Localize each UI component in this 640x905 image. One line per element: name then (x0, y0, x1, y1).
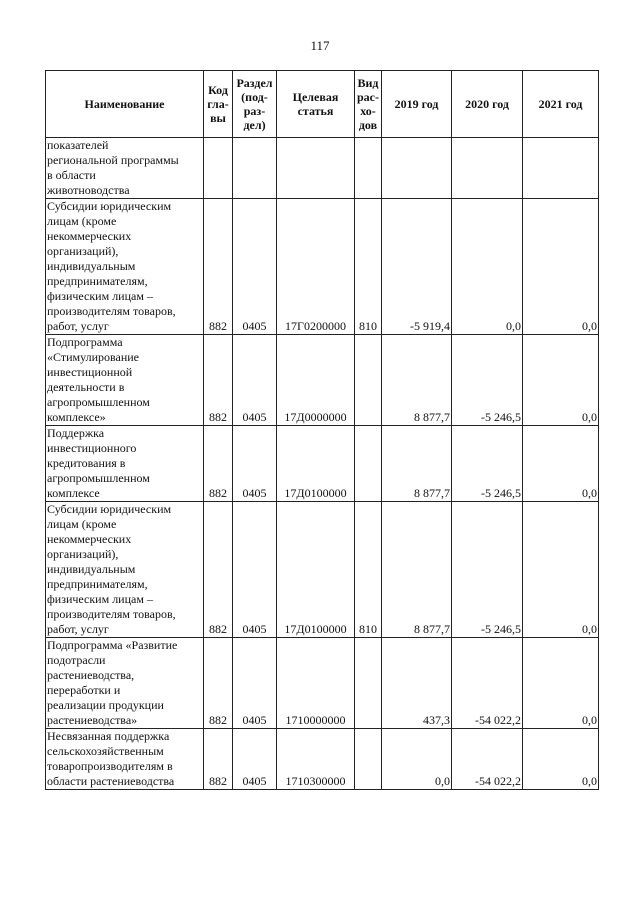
row-chapter: 882 (204, 426, 233, 502)
header-2021: 2021 год (523, 71, 599, 138)
row-2019: 8 877,7 (382, 335, 452, 426)
row-section: 0405 (233, 729, 277, 790)
row-name: Подпрограмма «Развитие подотрасли растениеводства, переработки и реализации продукции растениеводства» (46, 638, 204, 729)
row-2021 (523, 138, 599, 199)
header-target: Целевая статья (277, 71, 355, 138)
row-target: 17Д0100000 (277, 426, 355, 502)
row-name: Субсидии юридическим лицам (кроме некоммерческих организаций), индивидуальным предпринимателям, физическим лицам – производителям товаров, работ, услуг (46, 199, 204, 335)
row-chapter: 882 (204, 729, 233, 790)
row-2020: -54 022,2 (452, 729, 523, 790)
row-2019: 8 877,7 (382, 502, 452, 638)
row-target: 1710300000 (277, 729, 355, 790)
row-expense (355, 426, 382, 502)
table-row (46, 199, 599, 335)
row-section: 0405 (233, 502, 277, 638)
row-2019: 8 877,7 (382, 426, 452, 502)
table-row (46, 138, 599, 199)
row-target: 1710000000 (277, 638, 355, 729)
row-expense (355, 335, 382, 426)
row-2019: 0,0 (382, 729, 452, 790)
header-expense: Вид рас- хо- дов (355, 71, 382, 138)
row-expense: 810 (355, 199, 382, 335)
page-number: 117 (310, 38, 330, 53)
row-2021: 0,0 (523, 729, 599, 790)
row-name: показателей региональной программы в области животноводства (46, 138, 204, 199)
table-row (46, 426, 599, 502)
row-2019 (382, 138, 452, 199)
row-chapter: 882 (204, 335, 233, 426)
row-2021: 0,0 (523, 335, 599, 426)
header-section: Раздел (под- раз- дел) (233, 71, 277, 138)
row-name: Подпрограмма «Стимулирование инвестиционной деятельности в агропромышленном комплексе» (46, 335, 204, 426)
row-2020: -5 246,5 (452, 502, 523, 638)
row-chapter: 882 (204, 199, 233, 335)
row-section (233, 138, 277, 199)
row-2021: 0,0 (523, 638, 599, 729)
header-name: Наименование (46, 71, 204, 138)
budget-table (45, 70, 599, 790)
table-row (46, 502, 599, 638)
row-target: 17Д0100000 (277, 502, 355, 638)
row-2020: -5 246,5 (452, 335, 523, 426)
row-2021: 0,0 (523, 502, 599, 638)
row-name: Несвязанная поддержка сельскохозяйственным товаропроизводителям в области растениеводства (46, 729, 204, 790)
table-row (46, 335, 599, 426)
row-2021: 0,0 (523, 426, 599, 502)
row-2020: -5 246,5 (452, 426, 523, 502)
row-chapter: 882 (204, 638, 233, 729)
row-section: 0405 (233, 199, 277, 335)
row-expense: 810 (355, 502, 382, 638)
row-2019: 437,3 (382, 638, 452, 729)
row-section: 0405 (233, 426, 277, 502)
row-2020: -54 022,2 (452, 638, 523, 729)
row-2020 (452, 138, 523, 199)
row-target: 17Г0200000 (277, 199, 355, 335)
table-header-row (46, 71, 599, 138)
row-expense (355, 729, 382, 790)
row-chapter: 882 (204, 502, 233, 638)
row-name: Субсидии юридическим лицам (кроме некоммерческих организаций), индивидуальным предпринимателям, физическим лицам – производителям товаров, работ, услуг (46, 502, 204, 638)
row-expense (355, 138, 382, 199)
row-target (277, 138, 355, 199)
table-row (46, 638, 599, 729)
row-section: 0405 (233, 335, 277, 426)
row-chapter (204, 138, 233, 199)
row-2020: 0,0 (452, 199, 523, 335)
header-2020: 2020 год (452, 71, 523, 138)
row-section: 0405 (233, 638, 277, 729)
header-chapter: Код гла- вы (204, 71, 233, 138)
row-expense (355, 638, 382, 729)
header-2019: 2019 год (382, 71, 452, 138)
row-name: Поддержка инвестиционного кредитования в агропромышленном комплексе (46, 426, 204, 502)
row-2021: 0,0 (523, 199, 599, 335)
row-target: 17Д0000000 (277, 335, 355, 426)
table-row (46, 729, 599, 790)
row-2019: -5 919,4 (382, 199, 452, 335)
